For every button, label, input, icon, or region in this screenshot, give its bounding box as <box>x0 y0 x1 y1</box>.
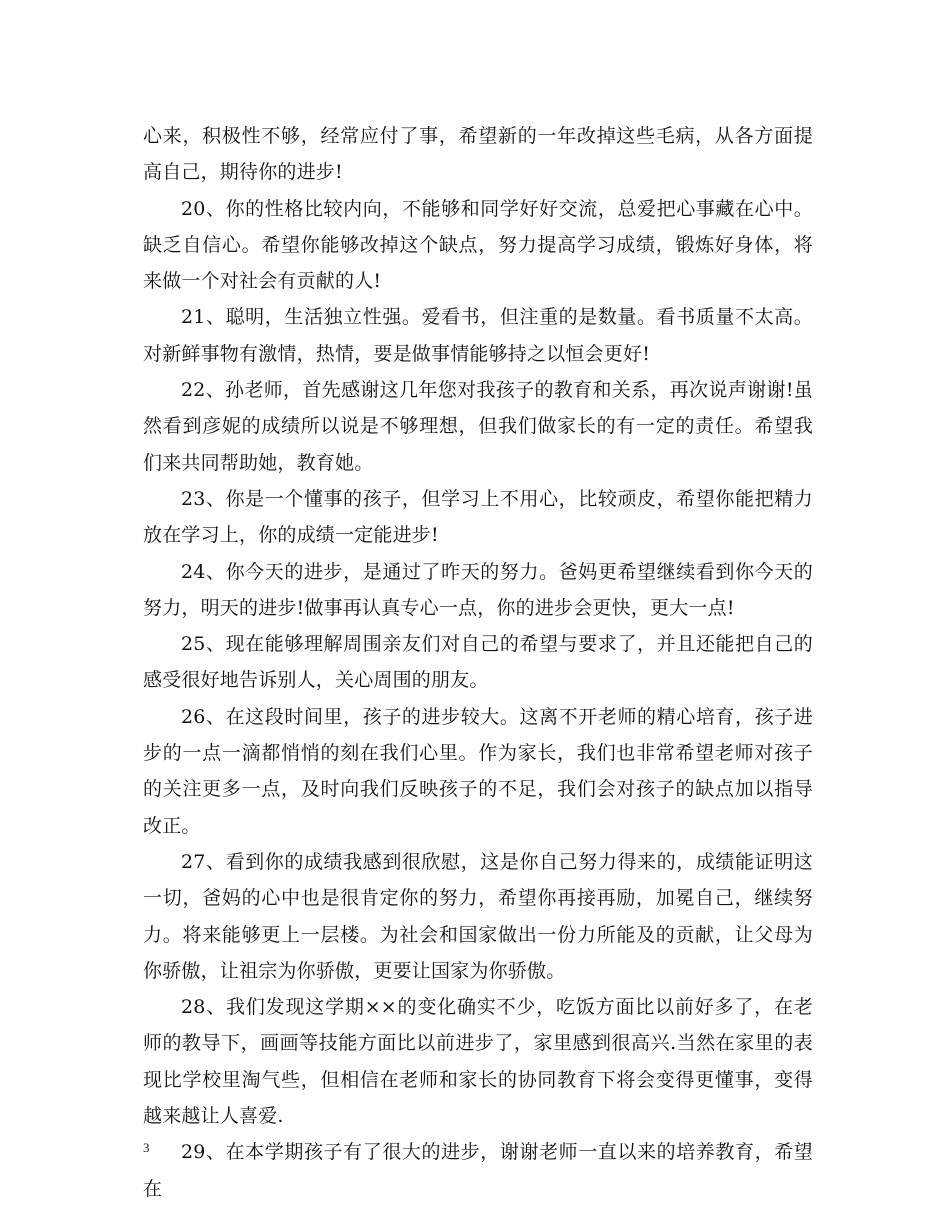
body-text <box>143 118 813 1207</box>
paragraph-22: 22、孙老师，首先感谢这几年您对我孩子的教育和关系，再次说声谢谢!虽然看到彦妮的成绩所以说是不够理想，但我们做家长的有一定的责任。希望我们来共同帮助她，教育她。 <box>143 379 813 474</box>
paragraph-28: 28、我们发现这学期××的变化确实不少，吃饭方面比以前好多了，在老师的教导下，画画等技能方面比以前进步了，家里感到很高兴.当然在家里的表现比学校里淘气些，但相信在老师和家长的协同教育下将会变得更懂事，变得越来越让人喜爱. <box>143 996 813 1128</box>
paragraph-26: 26、在这段时间里，孩子的进步较大。这离不开老师的精心培育，孩子进步的一点一滴都悄悄的刻在我们心里。作为家长，我们也非常希望老师对孩子的关注更多一点，及时向我们反映孩子的不足，我们会对孩子的缺点加以指导改正。 <box>143 705 813 837</box>
page-number: 3 <box>143 1140 150 1155</box>
paragraph-25: 25、现在能够理解周围亲友们对自己的希望与要求了，并且还能把自己的感受很好地告诉别人，关心周围的朋友。 <box>143 633 813 692</box>
paragraph-29: 29、在本学期孩子有了很大的进步，谢谢老师一直以来的培养教育，希望在 <box>143 1141 813 1200</box>
paragraph-21: 21、聪明，生活独立性强。爱看书，但注重的是数量。看书质量不太高。对新鲜事物有激情，热情，要是做事情能够持之以恒会更好! <box>143 306 813 365</box>
paragraph-24: 24、你今天的进步，是通过了昨天的努力。爸妈更希望继续看到你今天的努力，明天的进步!做事再认真专心一点，你的进步会更快，更大一点! <box>143 560 813 619</box>
paragraph-20: 20、你的性格比较内向，不能够和同学好好交流，总爱把心事藏在心中。缺乏自信心。希望你能够改掉这个缺点，努力提高学习成绩，锻炼好身体，将来做一个对社会有贡献的人! <box>143 197 813 293</box>
paragraph-27: 27、看到你的成绩我感到很欣慰，这是你自己努力得来的，成绩能证明这一切，爸妈的心中也是很肯定你的努力，希望你再接再励，加冕自己，继续努力。将来能够更上一层楼。为社会和国家做出一份力所能及的贡献，让父母为你骄傲，让祖宗为你骄傲，更要让国家为你骄傲。 <box>143 850 813 982</box>
paragraph-continuation: 心来，积极性不够，经常应付了事，希望新的一年改掉这些毛病，从各方面提高自己，期待你的进步! <box>143 125 813 184</box>
paragraph-23: 23、你是一个懂事的孩子，但学习上不用心，比较顽皮，希望你能把精力放在学习上，你的成绩一定能进步! <box>143 487 813 547</box>
